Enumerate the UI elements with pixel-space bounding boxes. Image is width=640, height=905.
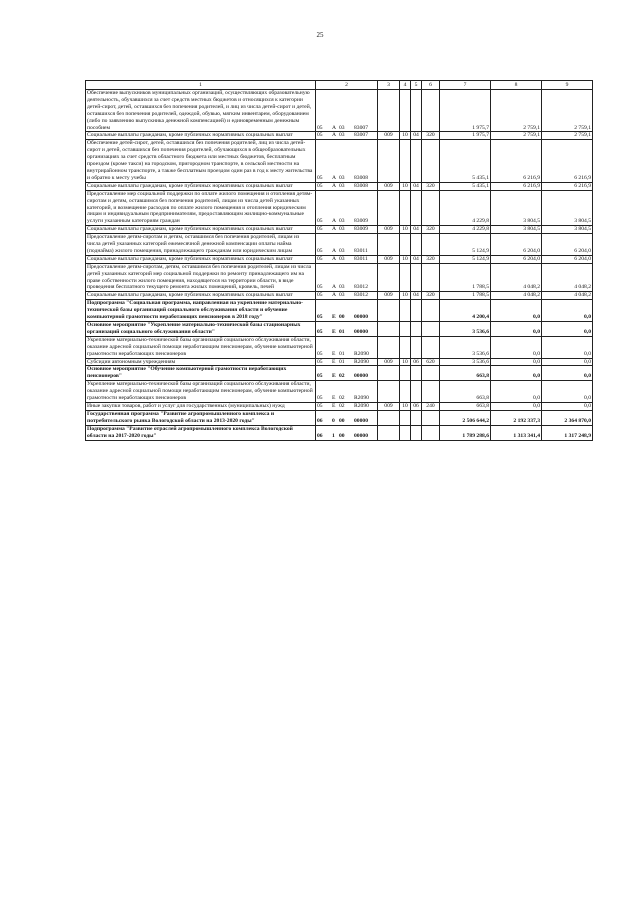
row-value-2018: 1 788,5 [440, 292, 491, 300]
code-part: 03 [339, 132, 345, 139]
row-pr [411, 366, 422, 381]
row-rz: 10 [400, 132, 411, 140]
row-value-2018: 2 506 644,2 [440, 410, 491, 425]
code-part: А [332, 174, 337, 181]
row-rz: 10 [400, 182, 411, 190]
row-code [316, 381, 378, 403]
row-name: Предоставление мер социальной поддержки по оплате жилого помещения и отопления детям-сиротам и детям, оставшимся без попечения родителей, лицам из числа детей указанных категорий, и возмещение расходов по оплате жилого помещения и отопления юридическим лицам и индивидуальным предпринимателям, предоставляющим жилищно-коммунальные услуги указанным категориям граждан [86, 190, 316, 226]
code-part: 03 [339, 174, 345, 181]
row-ved: 009 [378, 292, 400, 300]
row-rz [400, 140, 411, 182]
table-row [86, 410, 593, 425]
code-part: 05 [317, 314, 323, 321]
code-part: 06 [317, 417, 323, 424]
row-name: Укрепление материально-технической базы организаций социального обслуживания области, оказание адресной социальной помощи неработающим пенсионерам, обучение компьютерной грамотности неработающих пенсионеров [86, 381, 316, 403]
row-value-2019: 4 048,2 [491, 263, 542, 292]
row-pr: 04 [411, 255, 422, 263]
code-part: 83011 [354, 247, 368, 254]
row-pr [411, 140, 422, 182]
row-value-2018: 1 789 288,6 [440, 425, 491, 440]
row-ved [378, 410, 400, 425]
row-name: Субсидии автономным учреждениям [86, 358, 316, 366]
row-code [316, 90, 378, 132]
row-value-2019: 4 048,2 [491, 292, 542, 300]
code-part: 05 [317, 373, 323, 380]
row-value-2020: 2 759,1 [542, 90, 593, 132]
row-rz [400, 322, 411, 337]
table-row [86, 182, 593, 190]
row-value-2018: 1 975,7 [440, 90, 491, 132]
code-part: 00 [339, 314, 345, 321]
row-name: Социальные выплаты гражданам, кроме публичных нормативных социальных выплат [86, 182, 316, 190]
row-ved [378, 234, 400, 256]
page-number: 25 [316, 31, 324, 39]
code-part: 00000 [354, 417, 368, 424]
row-code [316, 140, 378, 182]
table-row [86, 425, 593, 440]
code-part: 03 [339, 292, 345, 299]
code-part: 05 [317, 218, 323, 225]
row-value-2020: 3 804,5 [542, 190, 593, 226]
code-part: 05 [317, 358, 323, 365]
row-value-2019: 2 759,1 [491, 90, 542, 132]
row-value-2019: 6 204,0 [491, 255, 542, 263]
code-part: 03 [339, 226, 345, 233]
row-code [316, 425, 378, 440]
row-value-2018: 5 435,1 [440, 182, 491, 190]
code-part: 03 [339, 182, 345, 189]
row-rz: 10 [400, 358, 411, 366]
row-rz: 10 [400, 226, 411, 234]
row-rz [400, 190, 411, 226]
table-row [86, 140, 593, 182]
row-ved: 009 [378, 226, 400, 234]
budget-table [85, 80, 593, 441]
row-ved [378, 300, 400, 322]
row-value-2018: 3 536,6 [440, 322, 491, 337]
row-code [316, 322, 378, 337]
code-part: Е [332, 395, 336, 402]
row-pr [411, 300, 422, 322]
code-part: 01 [339, 350, 345, 357]
code-part: 05 [317, 350, 323, 357]
row-name: Иные закупки товаров, работ и услуг для государственных (муниципальных) нужд [86, 402, 316, 410]
code-part: 83011 [354, 255, 368, 262]
code-part: Е [332, 350, 336, 357]
table-header-row [86, 81, 593, 90]
table-row [86, 132, 593, 140]
table-row [86, 381, 593, 403]
row-rz [400, 90, 411, 132]
header-cell: 6 [422, 81, 440, 90]
row-ved [378, 140, 400, 182]
table-row [86, 90, 593, 132]
row-vr [422, 90, 440, 132]
code-part: 02 [339, 373, 345, 380]
code-part: 83009 [354, 218, 368, 225]
code-part: 05 [317, 132, 323, 139]
row-value-2020: 0,0 [542, 322, 593, 337]
code-part: 1 [332, 432, 335, 439]
code-part: А [332, 132, 337, 139]
row-ved [378, 190, 400, 226]
row-vr: 620 [422, 358, 440, 366]
row-code [316, 132, 378, 140]
table-row [86, 322, 593, 337]
row-vr: 320 [422, 255, 440, 263]
row-value-2020: 2 364 870,0 [542, 410, 593, 425]
row-pr [411, 263, 422, 292]
row-value-2020: 3 804,5 [542, 226, 593, 234]
row-name: Подпрограмма "Социальная программа, направленная на укрепление материально-технической базы организаций социального обслуживания области и обучение компьютерной грамотности неработающих пенсионеров в 2018 году" [86, 300, 316, 322]
row-value-2018: 663,8 [440, 402, 491, 410]
row-vr [422, 190, 440, 226]
row-value-2020: 0,0 [542, 402, 593, 410]
code-part: 05 [317, 292, 323, 299]
row-value-2018: 1 975,7 [440, 132, 491, 140]
row-value-2020: 6 204,0 [542, 234, 593, 256]
code-part: 05 [317, 255, 323, 262]
row-value-2019: 0,0 [491, 358, 542, 366]
row-value-2018: 5 124,9 [440, 255, 491, 263]
row-value-2019: 0,0 [491, 402, 542, 410]
row-code [316, 410, 378, 425]
row-value-2018: 663,8 [440, 366, 491, 381]
row-code [316, 300, 378, 322]
row-name: Подпрограмма "Развитие отраслей агропромышленного комплекса Вологодской области на 2017-2020 годы" [86, 425, 316, 440]
table-row [86, 263, 593, 292]
code-part: 83007 [354, 132, 368, 139]
row-ved [378, 425, 400, 440]
row-value-2020: 6 216,9 [542, 182, 593, 190]
row-ved [378, 381, 400, 403]
row-ved: 009 [378, 132, 400, 140]
row-pr [411, 336, 422, 358]
row-name: Обеспечение детей-сирот, детей, оставшихся без попечения родителей, лиц из числа детей-сирот и детей, оставшихся без попечения родителей, обучающихся в общеобразовательных организациях за счет средств областного бюджета или местных бюджетов, бесплатным проездом (кроме такси) на городском, пригородном транспорте, в сельской местности на внутрирайонном транспорте, а также бесплатным проездом один раз в год к месту жительства и обратно к месту учебы [86, 140, 316, 182]
code-part: 05 [317, 402, 323, 409]
row-rz: 10 [400, 255, 411, 263]
row-value-2019: 6 216,9 [491, 140, 542, 182]
row-pr: 04 [411, 226, 422, 234]
row-rz [400, 381, 411, 403]
code-part: 00000 [354, 328, 368, 335]
row-vr [422, 322, 440, 337]
row-value-2019: 3 804,5 [491, 226, 542, 234]
code-part: А [332, 247, 337, 254]
code-part: 05 [317, 124, 323, 131]
row-code [316, 182, 378, 190]
row-value-2019: 6 216,9 [491, 182, 542, 190]
code-part: 02 [339, 402, 345, 409]
row-pr [411, 381, 422, 403]
code-part: А [332, 255, 337, 262]
code-part: А [332, 226, 337, 233]
code-part: А [332, 182, 337, 189]
code-part: 00000 [354, 432, 368, 439]
row-value-2018: 4 229,8 [440, 226, 491, 234]
header-cell: 2 [316, 81, 378, 90]
row-value-2018: 5 124,9 [440, 234, 491, 256]
code-part: 03 [339, 124, 345, 131]
code-part: R2090 [354, 402, 369, 409]
code-part: А [332, 292, 337, 299]
code-part: 83007 [354, 124, 368, 131]
row-vr [422, 263, 440, 292]
row-vr: 320 [422, 292, 440, 300]
code-part: R2090 [354, 350, 369, 357]
code-part: 05 [317, 284, 323, 291]
row-ved [378, 90, 400, 132]
row-ved: 009 [378, 402, 400, 410]
row-value-2020: 1 317 248,9 [542, 425, 593, 440]
row-vr [422, 234, 440, 256]
table-row [86, 255, 593, 263]
row-vr [422, 425, 440, 440]
row-vr [422, 381, 440, 403]
row-value-2019: 2 759,1 [491, 132, 542, 140]
code-part: 06 [317, 432, 323, 439]
code-part: Е [332, 402, 336, 409]
row-pr [411, 190, 422, 226]
code-part: А [332, 284, 337, 291]
code-part: 03 [339, 284, 345, 291]
row-name: Государственная программа "Развитие агропромышленного комплекса и потребительского рынка Вологодской области на 2013-2020 годы" [86, 410, 316, 425]
row-ved [378, 336, 400, 358]
code-part: 0 [332, 417, 335, 424]
row-name: Основное мероприятие "Укрепление материально-технической базы стационарных организаций социального обслуживания области" [86, 322, 316, 337]
header-cell: 7 [440, 81, 491, 90]
row-value-2018: 3 536,6 [440, 336, 491, 358]
row-value-2019: 0,0 [491, 300, 542, 322]
code-part: 83008 [354, 182, 368, 189]
row-value-2019: 1 313 341,4 [491, 425, 542, 440]
table-row [86, 402, 593, 410]
row-name: Основное мероприятие "Обучение компьютерной грамотности неработающих пенсионеров" [86, 366, 316, 381]
table-row [86, 358, 593, 366]
row-value-2018: 663,8 [440, 381, 491, 403]
row-code [316, 226, 378, 234]
row-value-2019: 0,0 [491, 366, 542, 381]
row-value-2019: 0,0 [491, 336, 542, 358]
row-value-2019: 6 204,0 [491, 234, 542, 256]
row-pr [411, 410, 422, 425]
row-vr: 320 [422, 182, 440, 190]
row-name: Социальные выплаты гражданам, кроме публичных нормативных социальных выплат [86, 226, 316, 234]
code-part: Е [332, 373, 336, 380]
row-ved [378, 322, 400, 337]
row-code [316, 366, 378, 381]
row-code [316, 336, 378, 358]
row-code [316, 402, 378, 410]
header-cell: 9 [542, 81, 593, 90]
row-name: Предоставление детям-сиротам, детям, оставшимся без попечения родителей, лицам из числа детей указанных категорий мер социальной поддержки по ремонту принадлежащего им на праве собственности жилого помещения, находящегося на территории области, в виде проведения бесплатного текущего ремонта жилых помещений, кровель, печей [86, 263, 316, 292]
code-part: 05 [317, 395, 323, 402]
row-value-2019: 0,0 [491, 381, 542, 403]
table-row [86, 190, 593, 226]
row-pr [411, 234, 422, 256]
header-cell: 5 [411, 81, 422, 90]
row-ved [378, 263, 400, 292]
row-value-2018: 4 229,8 [440, 190, 491, 226]
row-value-2020: 0,0 [542, 366, 593, 381]
code-part: 03 [339, 247, 345, 254]
row-code [316, 292, 378, 300]
row-value-2019: 2 192 337,3 [491, 410, 542, 425]
code-part: 03 [339, 255, 345, 262]
row-rz [400, 336, 411, 358]
header-cell: 3 [378, 81, 400, 90]
code-part: 00000 [354, 373, 368, 380]
code-part: 00000 [354, 314, 368, 321]
code-part: R2090 [354, 358, 369, 365]
row-vr [422, 140, 440, 182]
row-rz [400, 234, 411, 256]
row-name: Социальные выплаты гражданам, кроме публичных нормативных социальных выплат [86, 132, 316, 140]
row-value-2020: 4 048,2 [542, 292, 593, 300]
row-name: Обеспечение выпускников муниципальных организаций, осуществляющих образовательную деятельность, обучавшихся за счет средств местных бюджетов и относящихся к категории детей-сирот, детей, оставшихся без попечения родителей, и лиц из числа детей-сирот и детей, оставшихся без попечения родителей, одеждой, обувью, мягким инвентарем, оборудованием (либо по заявлению выпускника денежной компенсацией) и единовременным денежным пособием [86, 90, 316, 132]
code-part: Е [332, 328, 336, 335]
row-rz [400, 425, 411, 440]
row-value-2020: 0,0 [542, 381, 593, 403]
row-value-2018: 1 788,5 [440, 263, 491, 292]
row-value-2018: 4 200,4 [440, 300, 491, 322]
row-value-2020: 0,0 [542, 358, 593, 366]
code-part: 03 [339, 218, 345, 225]
row-code [316, 263, 378, 292]
row-ved: 009 [378, 182, 400, 190]
code-part: 05 [317, 226, 323, 233]
code-part: 83009 [354, 226, 368, 233]
code-part: 05 [317, 174, 323, 181]
row-name: Социальные выплаты гражданам, кроме публичных нормативных социальных выплат [86, 292, 316, 300]
row-code [316, 255, 378, 263]
row-pr: 04 [411, 292, 422, 300]
table-row [86, 226, 593, 234]
row-vr [422, 336, 440, 358]
code-part: 83008 [354, 174, 368, 181]
code-part: 00 [339, 432, 345, 439]
row-code [316, 190, 378, 226]
row-rz [400, 300, 411, 322]
code-part: 00 [339, 417, 345, 424]
row-name: Социальные выплаты гражданам, кроме публичных нормативных социальных выплат [86, 255, 316, 263]
row-ved: 009 [378, 255, 400, 263]
row-vr: 320 [422, 132, 440, 140]
table-row [86, 292, 593, 300]
code-part: Е [332, 314, 336, 321]
row-name: Предоставление детям-сиротам и детям, оставшимся без попечения родителей, лицам из числа детей указанных категорий ежемесячной денежной компенсации оплаты найма (поднайма) жилого помещения, принадлежащего гражданам или юридическим лицам [86, 234, 316, 256]
table-row [86, 234, 593, 256]
header-cell: 1 [86, 81, 316, 90]
row-pr: 04 [411, 182, 422, 190]
row-value-2020: 0,0 [542, 336, 593, 358]
table-row [86, 366, 593, 381]
code-part: 02 [339, 395, 345, 402]
row-name: Укрепление материально-технической базы организаций социального обслуживания области, оказание адресной социальной помощи неработающим пенсионерам, обучение компьютерной грамотности неработающих пенсионеров [86, 336, 316, 358]
row-value-2020: 2 759,1 [542, 132, 593, 140]
code-part: 83012 [354, 292, 368, 299]
row-vr [422, 300, 440, 322]
row-rz [400, 263, 411, 292]
row-pr: 06 [411, 358, 422, 366]
row-rz [400, 410, 411, 425]
row-pr: 06 [411, 402, 422, 410]
row-code [316, 358, 378, 366]
row-vr: 320 [422, 226, 440, 234]
row-vr [422, 410, 440, 425]
row-ved [378, 366, 400, 381]
code-part: 05 [317, 182, 323, 189]
row-value-2020: 0,0 [542, 300, 593, 322]
header-cell: 4 [400, 81, 411, 90]
row-pr: 04 [411, 132, 422, 140]
row-vr [422, 366, 440, 381]
table-row [86, 336, 593, 358]
code-part: А [332, 218, 337, 225]
row-pr [411, 322, 422, 337]
code-part: 83012 [354, 284, 368, 291]
code-part: Е [332, 358, 336, 365]
row-rz [400, 366, 411, 381]
row-code [316, 234, 378, 256]
code-part: 01 [339, 358, 345, 365]
row-value-2019: 3 804,5 [491, 190, 542, 226]
row-rz: 10 [400, 402, 411, 410]
row-value-2019: 0,0 [491, 322, 542, 337]
row-value-2020: 6 204,0 [542, 255, 593, 263]
code-part: А [332, 124, 337, 131]
row-ved: 009 [378, 358, 400, 366]
table-row [86, 300, 593, 322]
row-value-2018: 3 536,6 [440, 358, 491, 366]
row-vr: 240 [422, 402, 440, 410]
code-part: 01 [339, 328, 345, 335]
code-part: 05 [317, 247, 323, 254]
code-part: R2090 [354, 395, 369, 402]
code-part: 05 [317, 328, 323, 335]
row-rz: 10 [400, 292, 411, 300]
row-pr [411, 90, 422, 132]
row-value-2020: 6 216,9 [542, 140, 593, 182]
row-value-2020: 4 048,2 [542, 263, 593, 292]
row-value-2018: 5 435,1 [440, 140, 491, 182]
header-cell: 8 [491, 81, 542, 90]
row-pr [411, 425, 422, 440]
